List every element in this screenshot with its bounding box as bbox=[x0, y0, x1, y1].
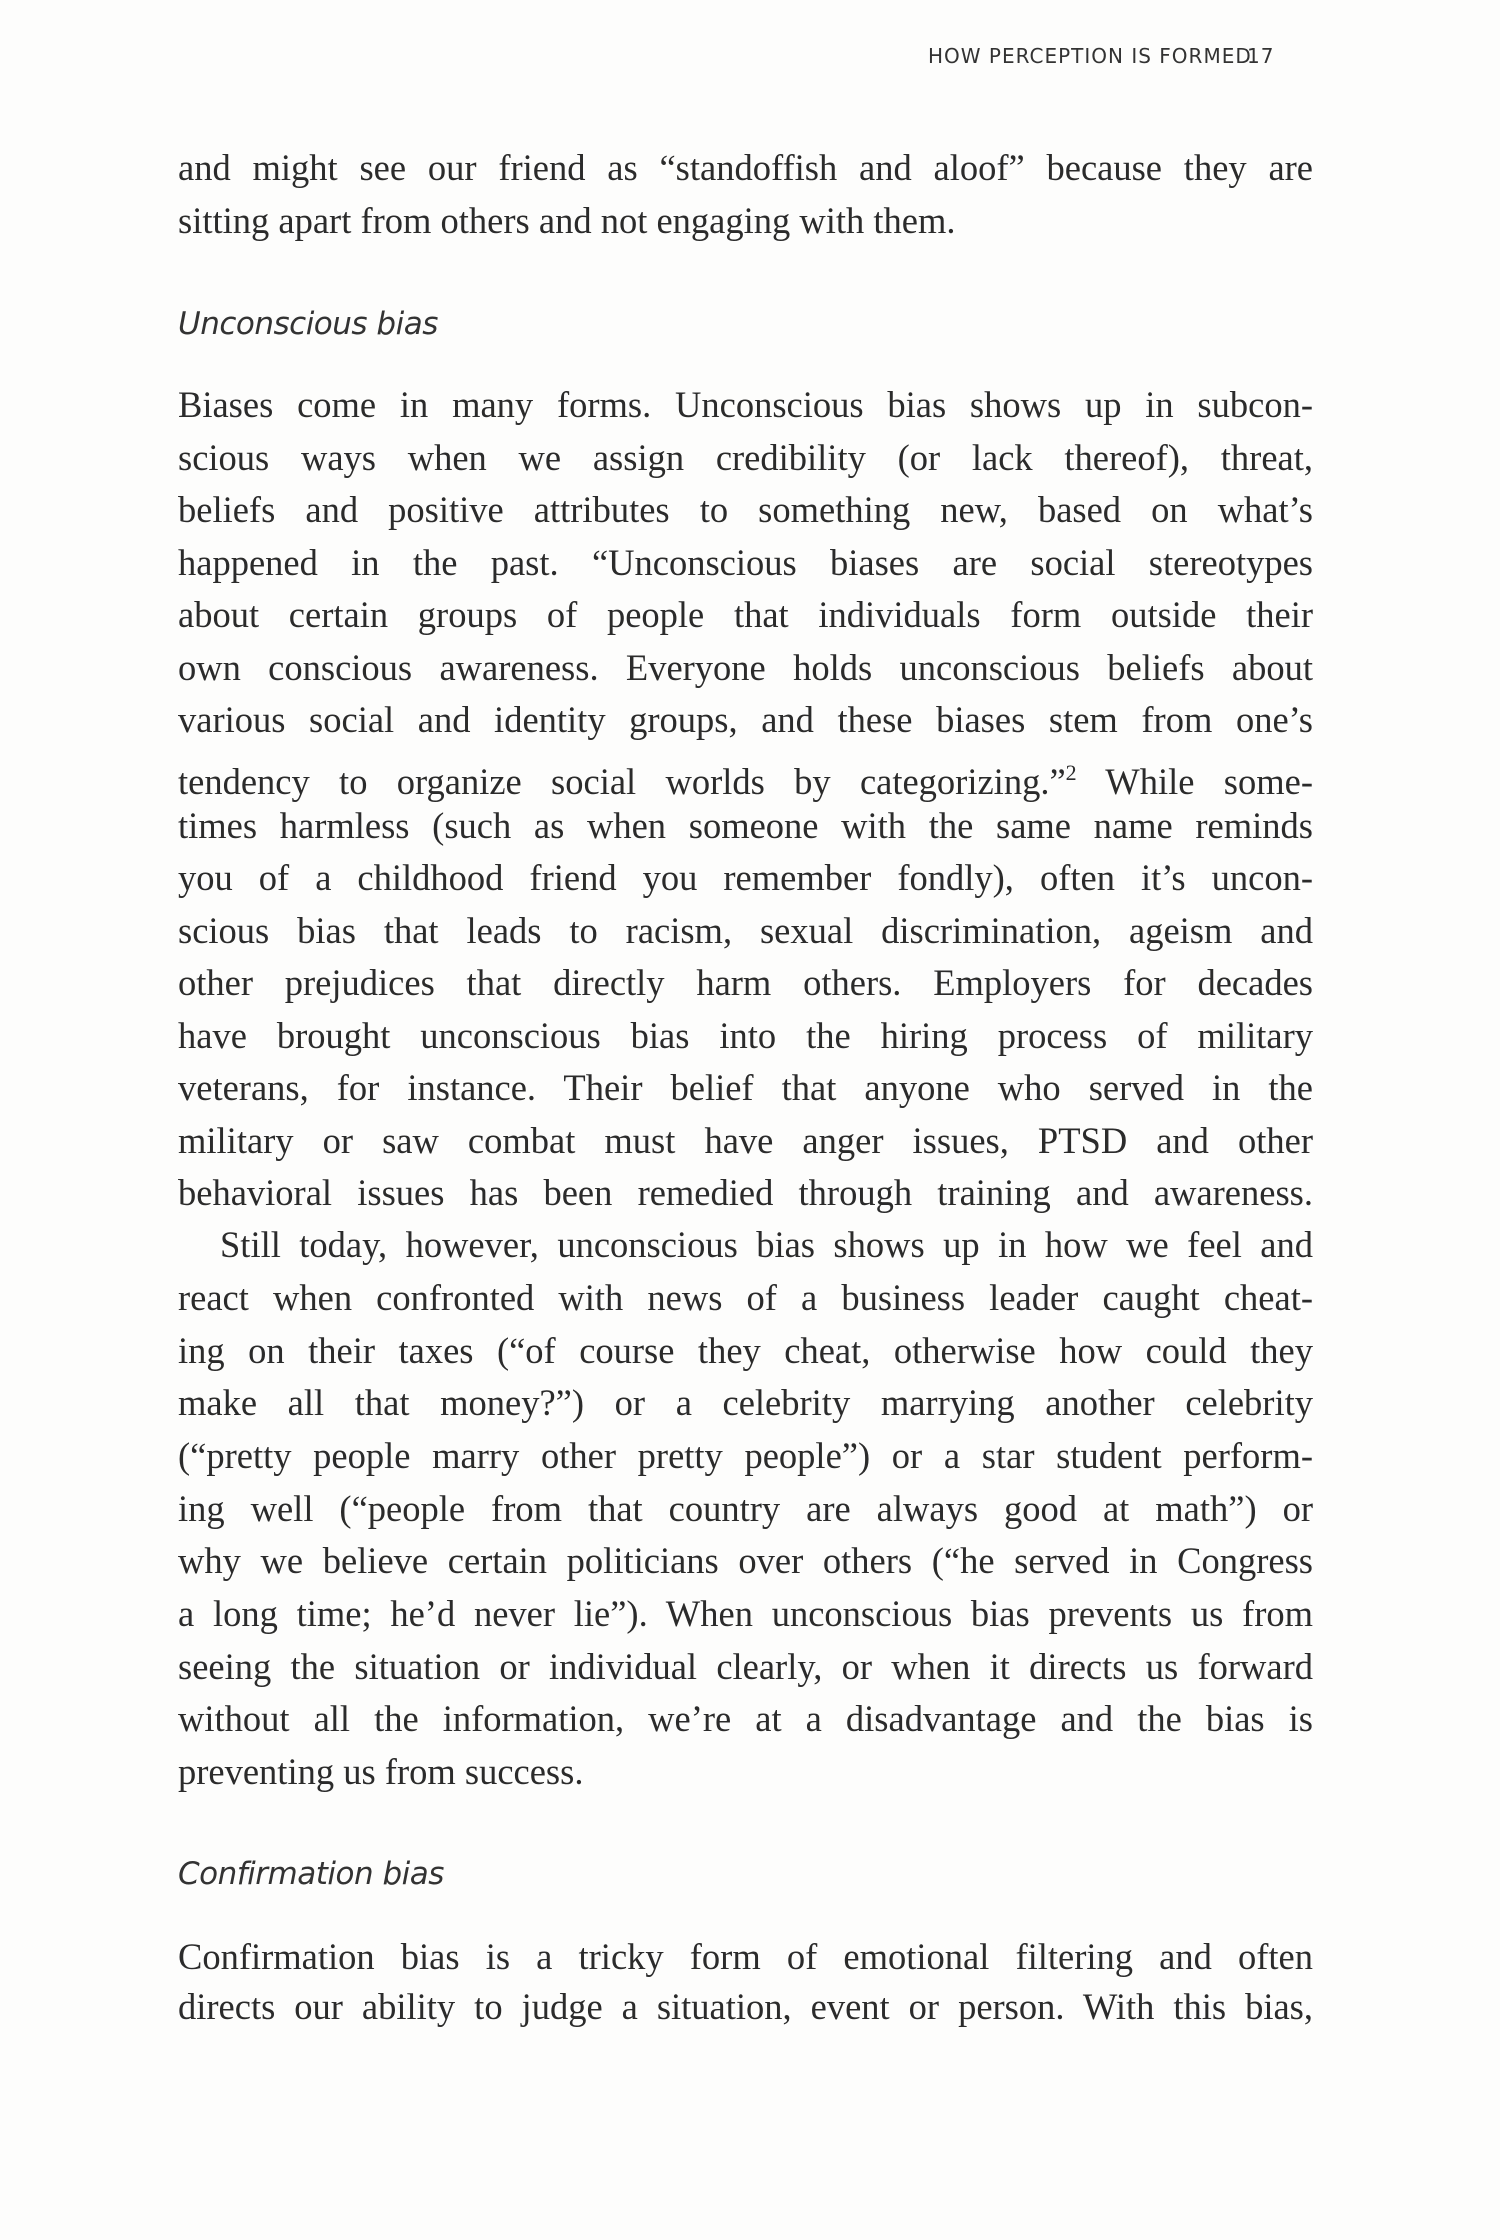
body-line: military or saw combat must have anger issues, PTSD and other bbox=[178, 1120, 1313, 1161]
body-text: tendency to organize social worlds by categorizing.” bbox=[178, 761, 1066, 802]
body-line: you of a childhood friend you remember fondly), often it’s uncon- bbox=[178, 857, 1313, 898]
body-line: make all that money?”) or a celebrity marrying another celebrity bbox=[178, 1382, 1313, 1423]
body-line: various social and identity groups, and these biases stem from one’s bbox=[178, 699, 1313, 740]
footnote-marker[interactable]: 2 bbox=[1065, 760, 1077, 785]
body-line: sitting apart from others and not engaging with them. bbox=[178, 200, 956, 241]
body-line: times harmless (such as when someone with the same name reminds bbox=[178, 805, 1313, 846]
body-line: scious bias that leads to racism, sexual discrimination, ageism and bbox=[178, 910, 1313, 951]
page-number: 17 bbox=[1247, 44, 1275, 68]
body-line: happened in the past. “Unconscious biases are social stereotypes bbox=[178, 542, 1313, 583]
body-line: and might see our friend as “standoffish and aloof” because they are bbox=[178, 147, 1313, 188]
body-line: without all the information, we’re at a disadvantage and the bias is bbox=[178, 1698, 1313, 1739]
running-head bbox=[0, 44, 1500, 74]
body-line: ing on their taxes (“of course they cheat, otherwise how could they bbox=[178, 1330, 1313, 1371]
body-line: have brought unconscious bias into the hiring process of military bbox=[178, 1015, 1313, 1056]
body-line: ing well (“people from that country are always good at math”) or bbox=[178, 1488, 1313, 1529]
body-line: directs our ability to judge a situation, event or person. With this bias, bbox=[178, 1986, 1313, 2027]
section-heading-unconscious-bias: Unconscious bias bbox=[178, 306, 438, 342]
body-line: a long time; he’d never lie”). When unconscious bias prevents us from bbox=[178, 1593, 1313, 1634]
body-line: other prejudices that directly harm others. Employers for decades bbox=[178, 962, 1313, 1003]
body-line: scious ways when we assign credibility (or lack thereof), threat, bbox=[178, 437, 1313, 478]
body-line: why we believe certain politicians over others (“he served in Congress bbox=[178, 1540, 1313, 1581]
body-line: preventing us from success. bbox=[178, 1751, 584, 1792]
body-line: seeing the situation or individual clearly, or when it directs us forward bbox=[178, 1646, 1313, 1687]
body-line: beliefs and positive attributes to something new, based on what’s bbox=[178, 489, 1313, 530]
body-text: While some- bbox=[1076, 761, 1313, 802]
section-heading-confirmation-bias: Confirmation bias bbox=[178, 1856, 444, 1892]
body-line: veterans, for instance. Their belief that anyone who served in the bbox=[178, 1067, 1313, 1108]
body-line: behavioral issues has been remedied through training and awareness. bbox=[178, 1172, 1313, 1213]
body-line: Still today, however, unconscious bias shows up in how we feel and bbox=[220, 1224, 1313, 1265]
running-head-title: HOW PERCEPTION IS FORMED bbox=[928, 44, 1252, 68]
body-line: react when confronted with news of a business leader caught cheat- bbox=[178, 1277, 1313, 1318]
body-line: about certain groups of people that individuals form outside their bbox=[178, 594, 1313, 635]
body-line: Confirmation bias is a tricky form of emotional filtering and often bbox=[178, 1936, 1313, 1977]
body-line: Biases come in many forms. Unconscious bias shows up in subcon- bbox=[178, 384, 1313, 425]
body-line: own conscious awareness. Everyone holds unconscious beliefs about bbox=[178, 647, 1313, 688]
body-line-with-footnote bbox=[178, 753, 1313, 802]
body-line: (“pretty people marry other pretty people”) or a star student perform- bbox=[178, 1435, 1313, 1476]
